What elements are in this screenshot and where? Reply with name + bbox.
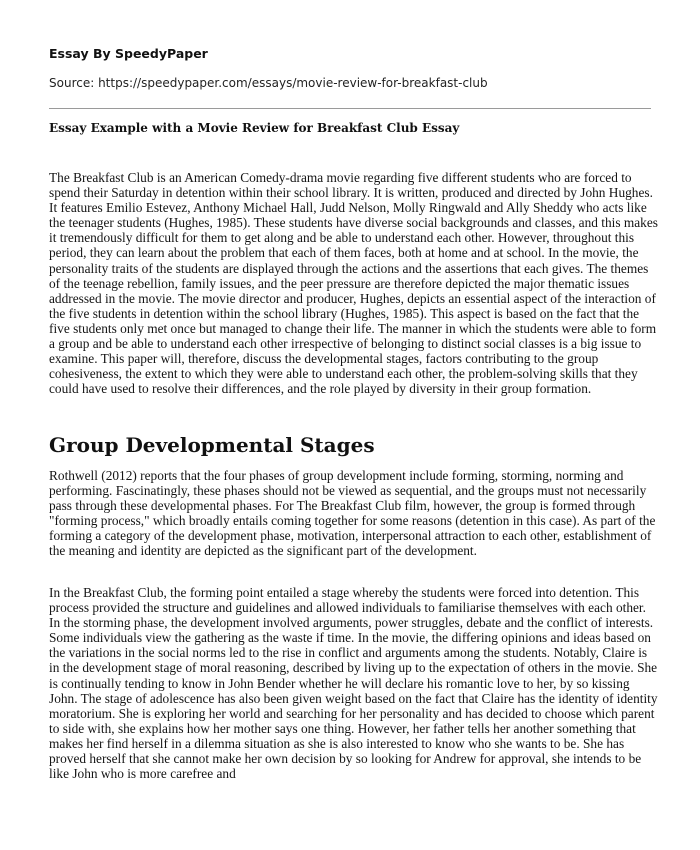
section-paragraph-2: In the Breakfast Club, the forming point entailed a stage whereby the students were forced into detention. This process provided the structure and guidelines and allowed individuals to familiarise themselves with each other. In the storming phase, the development involved arguments, power struggles, debate and the conflict of interests. Some individuals view the gathering as the waste if time. In the movie, the differing opinions and ideas based on the variations in the social norms led to the rise in conflict and arguments among the students. Notably, Claire is in the development stage of moral reasoning, described by living up to the expectation of others in the movie. She is continually tending to know in John Bender whether he will declare his romantic love to her, by so kissing John. The stage of adolescence has also been given weight based on the fact that Claire has the identity of identity moratorium. She is exploring her world and searching for her personality and has decided to choose which parent to side with, she explains how her mother says one thing. However, her father tells her another something that makes her find herself in a dilemma situation as she is also interested to know who she wants to be. She has proved herself that she cannot make her own decision by so looking for Andrew for approval, she intends to be like John who is more carefree and: [49, 585, 658, 782]
header-divider: [49, 108, 651, 109]
essay-title: Essay Example with a Movie Review for Breakfast Club Essay: [49, 121, 460, 135]
intro-paragraph: The Breakfast Club is an American Comedy-drama movie regarding five different students who are forced to spend their Saturday in detention within their school library. It is written, produced and directed by John Hughes. It features Emilio Estevez, Anthony Michael Hall, Judd Nelson, Molly Ringwald and Ally Sheddy who acts like the teenager students (Hughes, 1985). These students have diverse social backgrounds and classes, and this makes it tremendously difficult for them to get along and be able to understand each other. However, throughout this period, they can learn about the problem that each of them faces, both at home and at school. In the movie, the personality traits of the students are displayed through the actions and the assertions that each gives. The themes of the teenage rebellion, family issues, and the peer pressure are therefore depicted the major thematic issues addressed in the movie. The movie director and producer, Hughes, depicts an essential aspect of the interaction of the five students in detention within the school library (Hughes, 1985). This aspect is based on the fact that the five students only met once but managed to change their life. The manner in which the students were able to form a group and be able to understand each other irrespective of belonging to distinct social classes is a big issue to examine. This paper will, therefore, discuss the developmental stages, factors contributing to the group cohesiveness, the extent to which they were able to understand each other, the problem-solving skills that they could have used to resolve their differences, and the role played by diversity in their group formation.: [49, 170, 658, 397]
brand-title: Essay By SpeedyPaper: [49, 46, 208, 61]
section-paragraph-1: Rothwell (2012) reports that the four phases of group development include forming, storming, norming and performing. Fascinatingly, these phases should not be viewed as sequential, and the groups must not necessarily pass through these developmental phases. For The Breakfast Club film, however, the group is formed through "forming process," which broadly entails coming together for some reasons (detention in this case). As part of the forming a category of the development phase, motivation, interpersonal attraction to each other, establishment of the meaning and identity are depicted as the significant part of the development.: [49, 468, 656, 559]
section-heading: Group Developmental Stages: [49, 433, 375, 457]
source-line: Source: https://speedypaper.com/essays/movie-review-for-breakfast-club: [49, 76, 488, 90]
